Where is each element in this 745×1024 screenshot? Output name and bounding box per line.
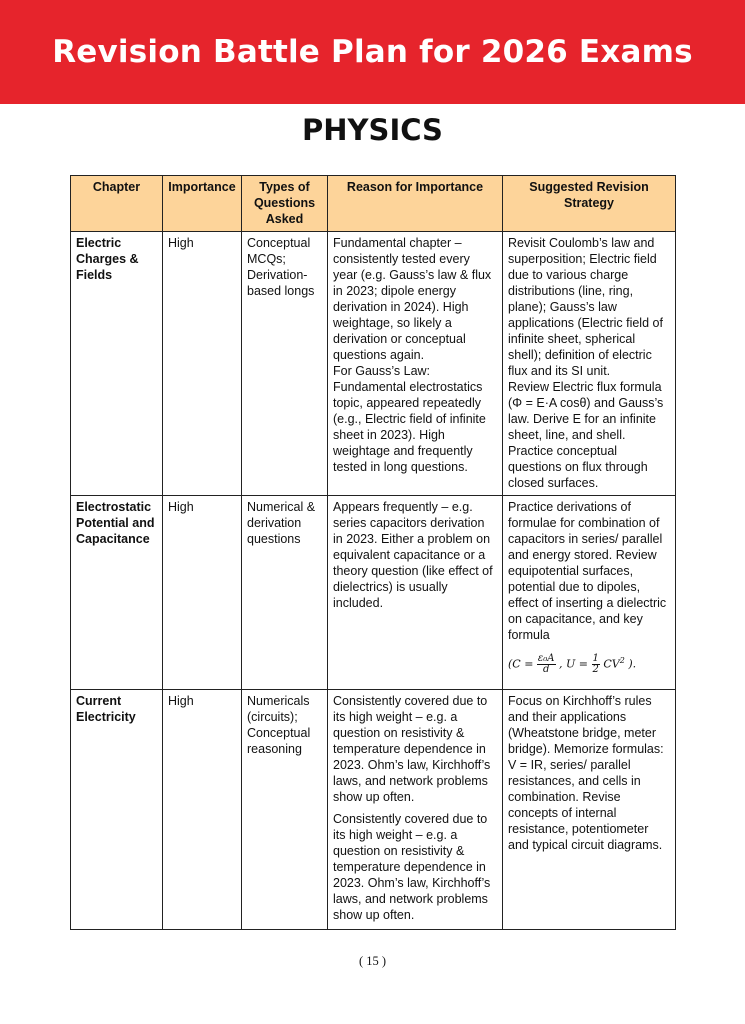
formula-separator: , U = <box>559 657 589 671</box>
strategy-text: Focus on Kirchhoff’s rules and their applications (Wheatstone bridge, meter bridge). Memorize formulas: V = IR, series/ parallel resistances, and cells in combination. Revise concepts of internal resistance, potentiometer and typical circuit diagrams. <box>508 694 664 852</box>
strategy-text: Review Electric flux formula (Φ = E·A cosθ) and Gauss’s law. Derive E for an infinite sheet, line, and shell. Practice conceptual questions on flux through closed surfaces. <box>508 380 664 490</box>
table-row <box>71 690 676 930</box>
strategy-cell <box>503 496 676 690</box>
header-strategy: Suggested Revision Strategy <box>503 176 676 232</box>
capacitance-formula <box>508 653 670 675</box>
revision-table <box>70 175 676 930</box>
strategy-text: Practice derivations of formulae for combination of capacitors in series/ parallel and energy stored. Review equipotential surfaces, potential due to dipoles, effect of inserting a dielectric on capacitance, and key formula <box>508 500 667 642</box>
header-question-types: Types of Questions Asked <box>242 176 328 232</box>
energy-fraction <box>592 654 600 675</box>
table-row <box>71 232 676 496</box>
table-row <box>71 496 676 690</box>
reason-text: Fundamental chapter – consistently tested every year (e.g. Gauss’s law & flux in 2023; dipole energy derivation in 2024). High weightage, so likely a derivation or conceptual questions again. <box>333 236 492 362</box>
reason-text: For Gauss’s Law: Fundamental electrostatics topic, appeared repeatedly (e.g., Electric field of infinite sheet in 2023). High weightage and frequently tested in long questions. <box>333 364 486 474</box>
fraction-numerator: 1 <box>592 653 599 665</box>
strategy-cell <box>503 232 676 496</box>
page-title: Revision Battle Plan for 2026 Exams <box>52 34 693 70</box>
fraction-denominator: 2 <box>592 664 599 676</box>
chapter-cell: Electric Charges & Fields <box>71 232 163 496</box>
reason-cell <box>328 232 503 496</box>
importance-cell: High <box>163 496 242 690</box>
formula-exponent: 2 <box>619 656 625 665</box>
reason-cell <box>328 496 503 690</box>
reason-cell <box>328 690 503 930</box>
table-header-row <box>71 176 676 232</box>
strategy-text: Revisit Coulomb’s law and superposition; Electric field due to various charge distributions (line, ring, plane); Gauss’s law applications (Electric field of infinite sheet, spherical shell); definition of electric flux and its SI unit. <box>508 236 663 378</box>
formula-open: (C = <box>508 657 534 671</box>
reason-text: Consistently covered due to its high weight – e.g. a question on resistivity & temperature dependence in 2023. Ohm’s law, Kirchhoff’s laws, and network problems show up often. <box>333 812 491 922</box>
formula-close: ). <box>628 657 637 671</box>
capacitance-fraction <box>537 654 556 675</box>
importance-cell: High <box>163 232 242 496</box>
question-types-cell: Conceptual MCQs; Derivation-based longs <box>242 232 328 496</box>
fraction-denominator: d <box>543 664 550 676</box>
header-importance: Importance <box>163 176 242 232</box>
strategy-cell <box>503 690 676 930</box>
chapter-cell: Electrostatic Potential and Capacitance <box>71 496 163 690</box>
header-chapter: Chapter <box>71 176 163 232</box>
question-types-cell: Numerical & derivation questions <box>242 496 328 690</box>
reason-text: Appears frequently – e.g. series capacitors derivation in 2023. Either a problem on equivalent capacitance or a theory question (like effect of dielectrics) is usually included. <box>333 500 493 610</box>
title-banner <box>0 0 745 104</box>
header-reason: Reason for Importance <box>328 176 503 232</box>
question-types-cell: Numericals (circuits); Conceptual reasoning <box>242 690 328 930</box>
reason-text: Consistently covered due to its high weight – e.g. a question on resistivity & temperature dependence in 2023. Ohm’s law, Kirchhoff’s laws, and network problems show up often. <box>333 694 491 804</box>
chapter-cell: Current Electricity <box>71 690 163 930</box>
fraction-numerator: ε₀A <box>537 653 555 665</box>
importance-cell: High <box>163 690 242 930</box>
page-number: ( 15 ) <box>358 954 387 968</box>
subject-heading: PHYSICS <box>302 113 443 147</box>
formula-energy-term: CV <box>603 657 620 671</box>
